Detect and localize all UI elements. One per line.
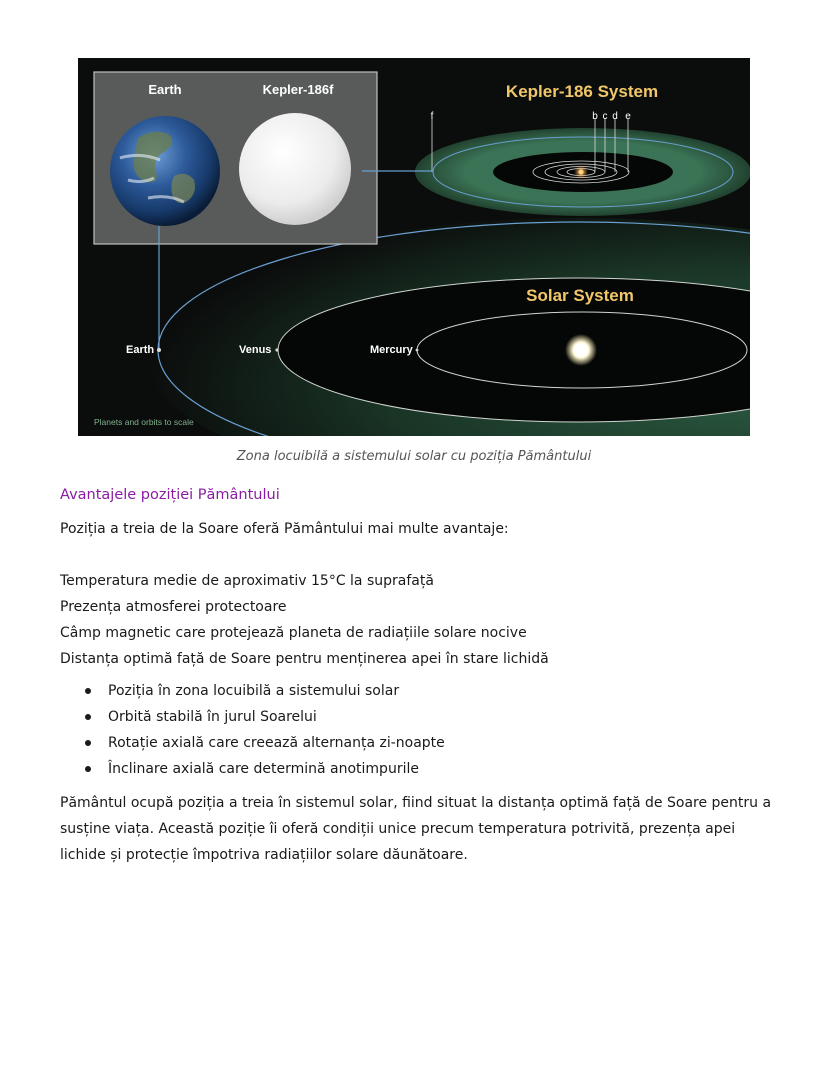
venus-orbit-dot (275, 348, 278, 351)
advantage-line: Prezența atmosferei protectoare (60, 599, 287, 615)
sun-icon (574, 343, 588, 357)
earth-planet-icon (110, 116, 220, 226)
bullet-item: Poziția în zona locuibilă a sistemului solar (60, 678, 445, 704)
advantage-line: Câmp magnetic care protejează planeta de radiațiile solare nocive (60, 625, 527, 641)
advantage-lines (60, 568, 549, 672)
kepler-186f-planet-icon (239, 113, 351, 225)
mercury-orbit-label: Mercury (370, 344, 413, 356)
scale-note: Planets and orbits to scale (94, 417, 194, 427)
venus-orbit-label: Venus (239, 344, 272, 356)
kepler-system-title: Kepler-186 System (505, 82, 659, 101)
advantage-line: Distanța optimă față de Soare pentru menținerea apei în stare lichidă (60, 651, 549, 667)
bullet-item: Rotație axială care creează alternanța zi-noapte (60, 730, 445, 756)
kepler-star-icon (579, 170, 584, 175)
planet-d-label: d (612, 111, 618, 122)
planet-e-label: e (625, 111, 631, 122)
closing-paragraph: Pământul ocupă poziția a treia în sistemul solar, fiind situat la distanța optimă față de Soare pentru a susține viața. Această poziție îi oferă condiții unice precum temperatura potrivită, prezența apei lichide și protecție împotriva radiațiilor solare dăunătoare. (60, 795, 772, 863)
kepler-box-label: Kepler-186f (262, 82, 334, 97)
planet-b-label: b (592, 111, 598, 122)
planet-f-label: f (430, 111, 434, 122)
figure-caption: Zona locuibilă a sistemului solar cu poziția Pământului (236, 449, 592, 464)
solar-system-title: Solar System (526, 286, 634, 305)
earth-box-label: Earth (148, 82, 182, 97)
bullet-item: Înclinare axială care determină anotimpurile (60, 756, 445, 782)
planet-c-label: c (602, 111, 608, 122)
bullet-item: Orbită stabilă în jurul Soarelui (60, 704, 445, 730)
advantage-line: Temperatura medie de aproximativ 15°C la suprafață (60, 573, 434, 589)
figure-svg (78, 58, 750, 436)
earth-orbit-label: Earth (126, 344, 155, 356)
advantage-bullet-list (60, 678, 445, 782)
intro-paragraph: Poziția a treia de la Soare oferă Pământului mai multe avantaje: (60, 521, 509, 537)
section-heading: Avantajele poziției Pământului (60, 487, 280, 503)
earth-orbit-dot (157, 348, 161, 352)
mercury-orbit-dot (416, 349, 419, 352)
habitable-zone-figure (78, 58, 750, 436)
